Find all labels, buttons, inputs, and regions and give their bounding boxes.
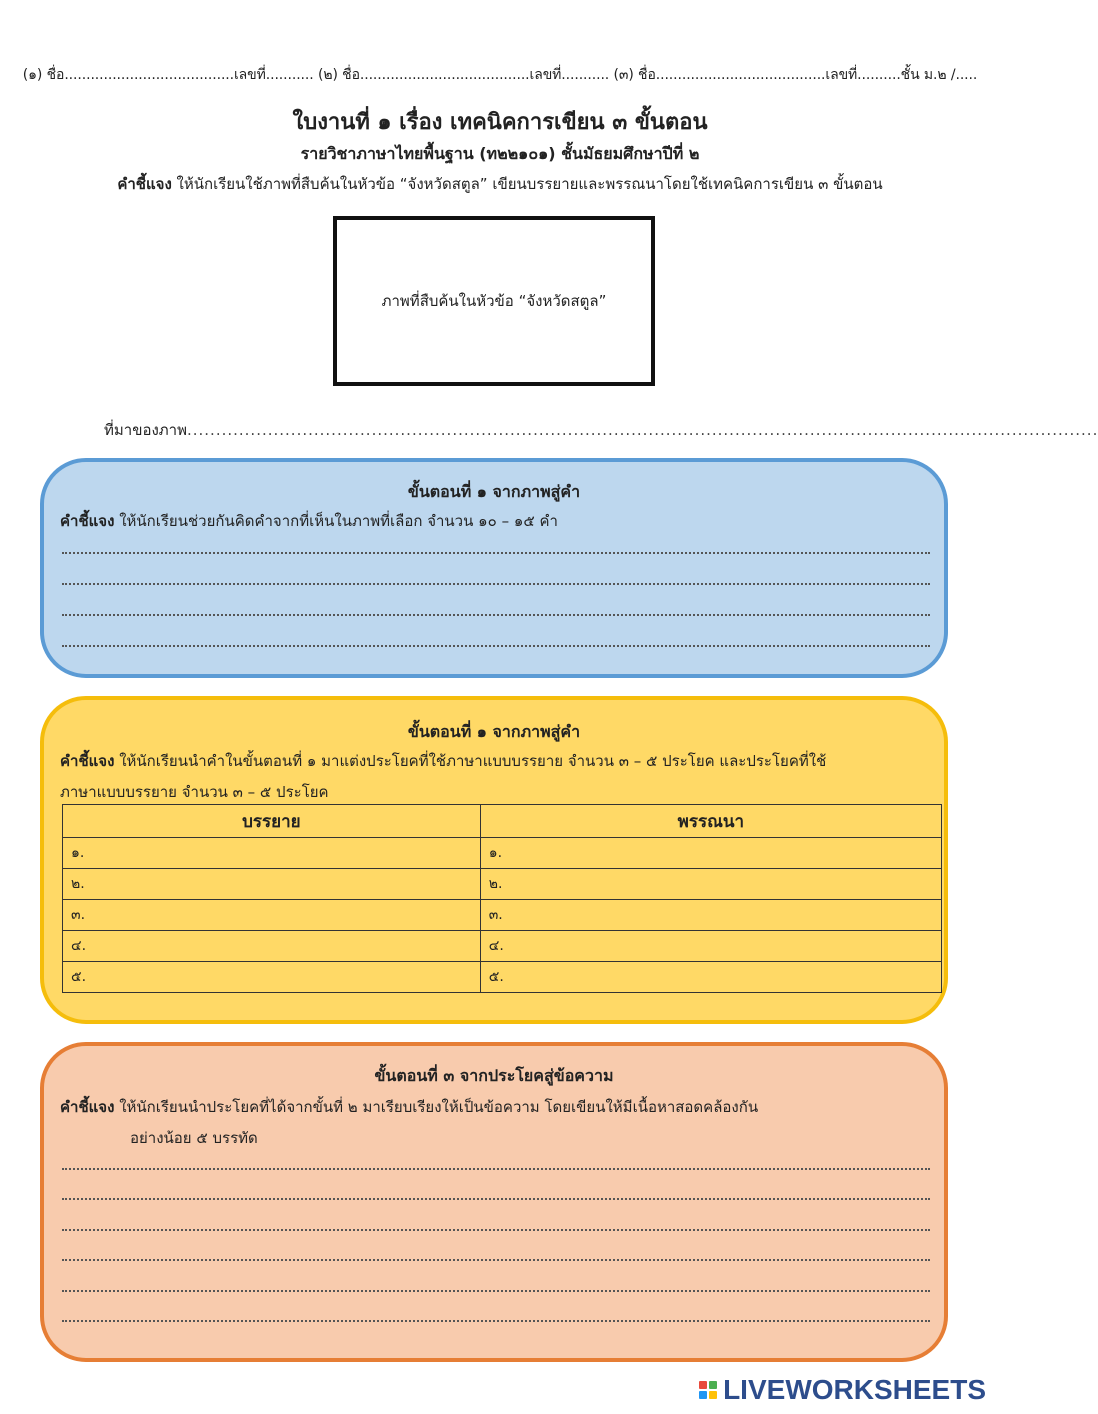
image-source-dots[interactable]: .............................................................................................................................................................. <box>186 421 1098 439</box>
step1-answer-line[interactable] <box>62 552 930 554</box>
image-placeholder-text: ภาพที่สืบค้นในหัวข้อ “จังหวัดสตูล” <box>381 292 607 310</box>
narrative-cell[interactable]: ๒. <box>63 869 481 900</box>
step3-answer-line[interactable] <box>62 1290 930 1292</box>
table-row <box>63 900 942 931</box>
column-header-narrative: บรรยาย <box>63 805 481 838</box>
worksheet-subtitle: รายวิชาภาษาไทยพื้นฐาน (ท๒๒๑๐๑) ชั้นมัธยมศึกษาปีที่ ๒ <box>300 144 700 163</box>
step1-answer-line[interactable] <box>62 645 930 647</box>
step3-instruction-label: คำชี้แจง <box>60 1098 115 1116</box>
step2-instruction-text-cont: ภาษาแบบบรรยาย จำนวน ๓ – ๕ ประโยค <box>60 783 329 801</box>
step3-instruction-text-cont: อย่างน้อย ๕ บรรทัด <box>130 1129 258 1147</box>
step2-instruction <box>60 746 928 808</box>
worksheet-title: ใบงานที่ ๑ เรื่อง เทคนิคการเขียน ๓ ขั้นตอน <box>292 110 708 135</box>
step3-answer-line[interactable] <box>62 1168 930 1170</box>
liveworksheets-logo-text: LIVEWORKSHEETS <box>723 1374 986 1405</box>
step3-instruction-text: ให้นักเรียนนำประโยคที่ได้จากขั้นที่ ๒ มาเรียบเรียงให้เป็นข้อความ โดยเขียนให้มีเนื้อหาสอดคล้องกัน <box>114 1098 759 1116</box>
step1-instruction-text: ให้นักเรียนช่วยกันคิดคำจากที่เห็นในภาพที่เลือก จำนวน ๑๐ – ๑๕ คำ <box>114 512 558 530</box>
student-names-line[interactable]: (๑) ชื่อ.......................................เลขที่........... (๒) ชื่อ.......................................เลขที่........... (๓) ชื่อ.......................................เลขที่..........ชั้น ม.๒ /..... <box>22 67 978 83</box>
table-row <box>63 838 942 869</box>
step1-answer-line[interactable] <box>62 583 930 585</box>
descriptive-cell[interactable]: ๒. <box>480 869 941 900</box>
descriptive-cell[interactable]: ๔. <box>480 931 941 962</box>
general-instruction <box>0 172 1000 196</box>
narrative-cell[interactable]: ๓. <box>63 900 481 931</box>
table-row <box>63 962 942 993</box>
image-source-line[interactable] <box>104 418 1098 442</box>
instruction-label: คำชี้แจง <box>117 175 172 193</box>
step3-answer-line[interactable] <box>62 1198 930 1200</box>
step2-title: ขั้นตอนที่ ๑ จากภาพสู่คำ <box>407 722 581 741</box>
step3-answer-line[interactable] <box>62 1259 930 1261</box>
narrative-cell[interactable]: ๑. <box>63 838 481 869</box>
image-placeholder-box[interactable] <box>333 216 655 386</box>
step1-instruction <box>60 506 928 537</box>
sentence-table <box>62 804 942 993</box>
step3-instruction <box>60 1092 928 1154</box>
descriptive-cell[interactable]: ๑. <box>480 838 941 869</box>
narrative-cell[interactable]: ๕. <box>63 962 481 993</box>
step3-answer-line[interactable] <box>62 1229 930 1231</box>
step2-panel <box>40 696 948 1024</box>
step1-title: ขั้นตอนที่ ๑ จากภาพสู่คำ <box>407 482 581 501</box>
step3-panel <box>40 1042 948 1362</box>
instruction-text: ให้นักเรียนใช้ภาพที่สืบค้นในหัวข้อ “จังหวัดสตูล” เขียนบรรยายและพรรณนาโดยใช้เทคนิคการเขียน ๓ ขั้นตอน <box>171 175 883 193</box>
step2-instruction-label: คำชี้แจง <box>60 752 115 770</box>
descriptive-cell[interactable]: ๓. <box>480 900 941 931</box>
table-header-row <box>63 805 942 838</box>
table-row <box>63 869 942 900</box>
step3-title: ขั้นตอนที่ ๓ จากประโยคสู่ข้อความ <box>374 1066 614 1085</box>
image-source-label: ที่มาของภาพ <box>104 421 187 439</box>
column-header-descriptive: พรรณนา <box>480 805 941 838</box>
table-row <box>63 931 942 962</box>
narrative-cell[interactable]: ๔. <box>63 931 481 962</box>
step1-instruction-label: คำชี้แจง <box>60 512 115 530</box>
step1-answer-line[interactable] <box>62 614 930 616</box>
step2-instruction-text: ให้นักเรียนนำคำในขั้นตอนที่ ๑ มาแต่งประโยคที่ใช้ภาษาแบบบรรยาย จำนวน ๓ – ๕ ประโยค และประโยคที่ใช้ <box>114 752 827 770</box>
step3-answer-line[interactable] <box>62 1320 930 1322</box>
liveworksheets-logo-icon <box>699 1381 717 1399</box>
descriptive-cell[interactable]: ๕. <box>480 962 941 993</box>
step1-panel <box>40 458 948 678</box>
liveworksheets-logo <box>699 1374 986 1406</box>
